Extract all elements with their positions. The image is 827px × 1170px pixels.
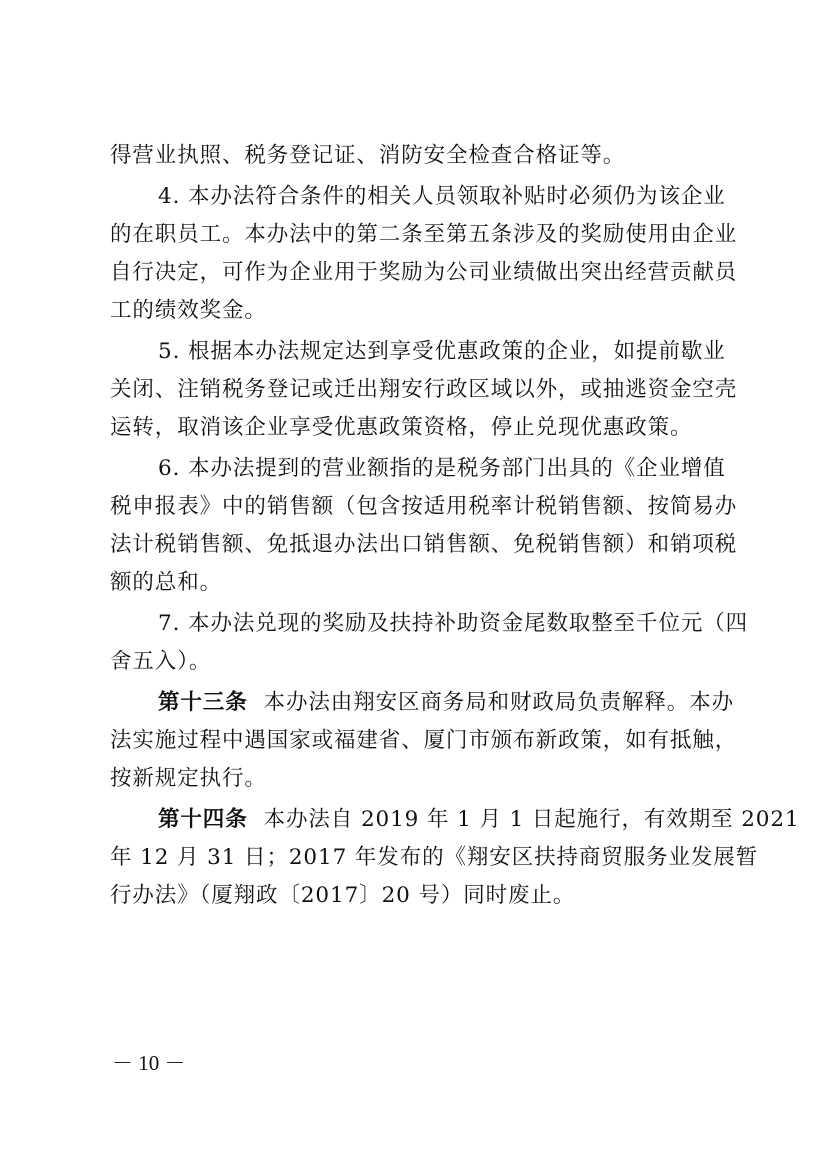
- text-line: 税申报表》中的销售额（包含按适用税率计税销售额、按简易办: [110, 494, 738, 519]
- text-line: 7. 本办法兑现的奖励及扶持补助资金尾数取整至千位元（四: [158, 611, 749, 636]
- text-line: 5. 根据本办法规定达到享受优惠政策的企业，如提前歇业: [158, 339, 726, 364]
- article-text: 本办法自 2019 年 1 月 1 日起施行，有效期至 2021: [263, 807, 800, 832]
- text-line: 舍五入）。: [110, 649, 212, 674]
- text-line: 4. 本办法符合条件的相关人员领取补贴时必须仍为该企业: [158, 184, 726, 209]
- text-line: 6. 本办法提到的营业额指的是税务部门出具的《企业增值: [158, 456, 726, 481]
- text-line: 自行决定，可作为企业用于奖励为公司业绩做出突出经营贡献员: [110, 260, 738, 285]
- text-line: 得营业执照、税务登记证、消防安全检查合格证等。: [110, 143, 626, 168]
- text-line: 的在职员工。本办法中的第二条至第五条涉及的奖励使用由企业: [110, 222, 738, 247]
- article-heading: 第十四条: [158, 807, 248, 832]
- text-line: 法实施过程中遇国家或福建省、厦门市颁布新政策，如有抵触，: [110, 728, 738, 753]
- text-line: 运转，取消该企业享受优惠政策资格，停止兑现优惠政策。: [110, 415, 693, 440]
- text-line: 额的总和。: [110, 570, 223, 595]
- body-text: [110, 137, 800, 915]
- article-heading: 第十三条: [158, 690, 248, 715]
- text-line: [110, 684, 735, 722]
- page-number: － 10 －: [112, 1051, 186, 1075]
- text-line: 按新规定执行。: [110, 766, 267, 791]
- text-line: 法计税销售额、免抵退办法出口销售额、免税销售额）和销项税: [110, 532, 738, 557]
- text-line: 行办法》（厦翔政〔2017〕20 号）同时废止。: [110, 883, 576, 908]
- text-line: [110, 801, 800, 839]
- text-line: 工的绩效奖金。: [110, 298, 267, 323]
- article-text: 本办法由翔安区商务局和财政局负责解释。本办: [263, 690, 735, 715]
- text-line: 关闭、注销税务登记或迁出翔安行政区域以外，或抽逃资金空壳: [110, 377, 738, 402]
- text-line: 年 12 月 31 日；2017 年发布的《翔安区扶持商贸服务业发展暂: [110, 845, 759, 870]
